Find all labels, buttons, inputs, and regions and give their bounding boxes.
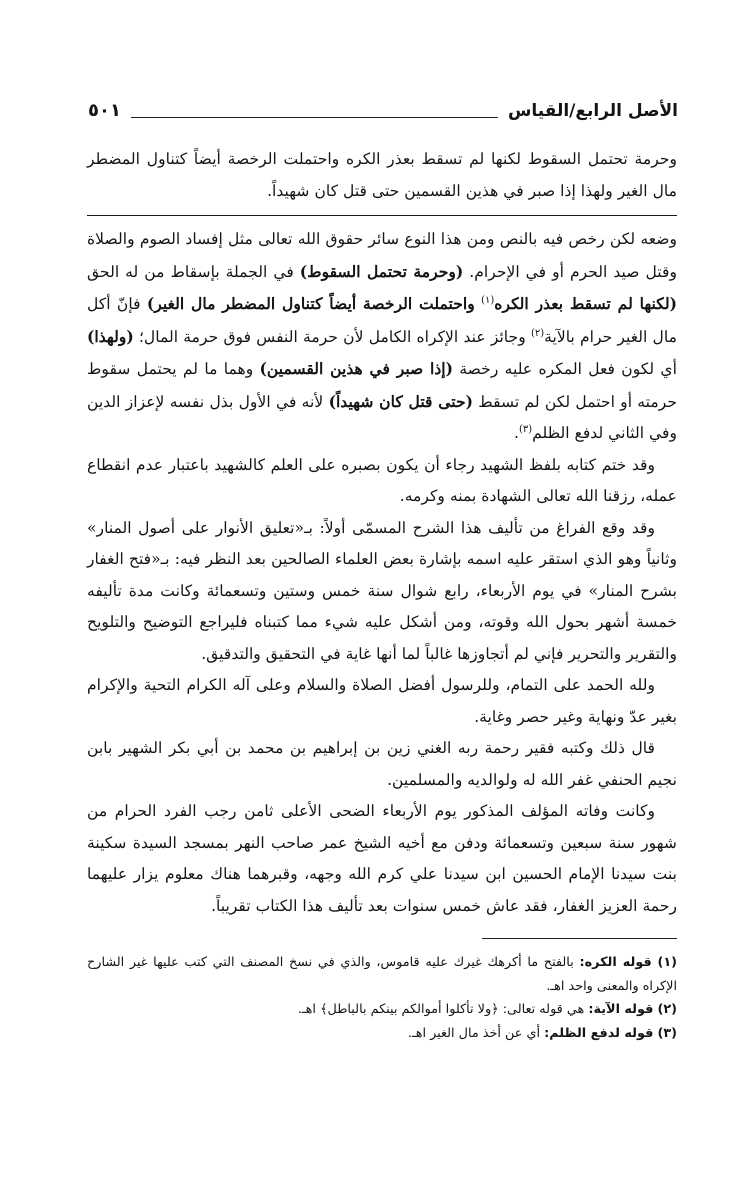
header-rule: [131, 117, 498, 118]
quoted-matn: (حتى قتل كان شهيداً): [328, 391, 473, 411]
footnote-body: هي قوله تعالى: ﴿ولا تأكلوا أموالكم بينكم بالباطل﴾ اهـ.: [297, 1002, 585, 1017]
quoted-matn: واحتملت الرخصة أيضاً كتناول المضطر مال الغير): [146, 294, 475, 313]
quoted-matn: (ولهذا): [87, 326, 134, 346]
commentary-paragraph-1: [87, 224, 677, 450]
commentary-text: أي لكون فعل المكره عليه رخصة: [459, 360, 677, 378]
footnote-3: [87, 1022, 677, 1046]
footnote-rule: [482, 938, 677, 939]
matn-text: وحرمة تحتمل السقوط لكنها لم تسقط بعذر الكره واحتملت الرخصة أيضاً كتناول المضطر مال الغير ولهذا إذا صبر في هذين القسمين حتى قتل كان شهيداً.: [87, 150, 677, 200]
commentary-text: فإنّ أكل مال الغير حرام بالآية: [87, 295, 677, 346]
quoted-matn: (لكنها لم تسقط بعذر الكره: [494, 294, 678, 313]
footnote-number: (٣): [657, 1025, 677, 1041]
footnote-body: أي عن أخذ مال الغير اهـ.: [407, 1025, 541, 1041]
footnote-heading: قوله الآية:: [588, 1002, 654, 1017]
quoted-matn: (وحرمة تحتمل السقوط): [299, 261, 464, 281]
footnote-heading: قوله الكره:: [579, 955, 652, 970]
commentary-paragraph-3: وقد وقع الفراغ من تأليف هذا الشرح المسمّى أولاً: بـ«تعليق الأنوار على أصول المنار» وثانياً وهو الذي استقر عليه اسمه بإشارة بعض العلماء الصالحين بعد النظر فيه: بـ«فتح الغفار بشرح المنار» في يوم الأربعاء، رابع شوال سنة خمس وستين وتسعمائة وكانت مدة تأليفه خمسة أشهر بحول الله وقوته، ومن أشكل عليه شيء مما كتبناه فليراجع التوضيح والتلويح والتقرير والتحرير فإني لم أتجاوزها غالباً لما أنها غاية في التحقيق والتدقيق.: [87, 518, 677, 663]
footnote-ref-3: (٣): [518, 423, 533, 435]
footnote-body: بالفتح ما أكرهك غيرك عليه قاموس، والذي في نسخ المصنف التي كتب عليها غير الشارح الإكراه والمعنى واحد اهـ.: [87, 955, 677, 994]
running-head: الأصل الرابع/القياس: [507, 101, 678, 121]
footnote-number: (٢): [657, 1002, 677, 1017]
footnote-ref-1: (١): [481, 294, 495, 306]
footnote-1: [87, 951, 677, 998]
commentary-text: وجائز عند الإكراه الكامل لأن حرمة النفس فوق حرمة المال؛: [138, 327, 526, 346]
commentary-paragraph-6: وكانت وفاته المؤلف المذكور يوم الأربعاء الضحى الأعلى ثامن رجب الفرد الحرام من شهور سنة سبعين وتسعمائة ودفن مع أخيه الشيخ عمر صاحب النهر بمسجد السيدة سكينة بنت سيدنا الإمام الحسين ابن سيدنا علي كرم الله وجهه، وقبرهما هناك معلوم يزار عليهما رحمة العزيز الغفار، فقد عاش خمس سنوات بعد تأليف هذا الكتاب تقريباً.: [87, 802, 677, 915]
page-number: ٥٠١: [88, 100, 121, 121]
footnote-2: [87, 998, 677, 1022]
quoted-matn: (إذا صبر في هذين القسمين): [259, 359, 454, 378]
commentary-text: وضعه لكن رخص فيه بالنص ومن هذا النوع سائر حقوق الله تعالى مثل إفساد الصوم والصلاة وقتل صيد الحرم أو في الإحرام.: [87, 230, 677, 281]
commentary-paragraph-5: قال ذلك وكتبه فقير رحمة ربه الغني زين بن إبراهيم بن محمد بن أبي بكر الشهير بابن نجيم الحنفي غفر الله له ولوالديه والمسلمين.: [87, 739, 677, 789]
matn-separator: [87, 215, 677, 216]
footnotes: [87, 951, 677, 1045]
footnote-heading: قوله لدفع الظلم:: [544, 1025, 654, 1041]
commentary-paragraph-2: وقد ختم كتابه بلفظ الشهيد رجاء أن يكون بصبره على العلم كالشهيد باعتبار عدم انقطاع عمله، رزقنا الله تعالى الشهادة بمنه وكرمه.: [87, 455, 677, 505]
commentary-text: في الجملة بإسقاط من له الحق: [87, 262, 294, 281]
commentary-text: .: [514, 424, 519, 442]
page-header: [88, 92, 678, 122]
commentary-text: لأنه في الأول بذل نفسه لإعزاز الدين وفي الثاني لدفع الظلم: [87, 392, 677, 442]
footnote-number: (١): [657, 955, 677, 970]
commentary-paragraph-4: ولله الحمد على التمام، وللرسول أفضل الصلاة والسلام وعلى آله الكرام التحية والإكرام بغير عدّ ونهاية وغير حصر وغاية.: [87, 676, 677, 726]
main-text: [87, 144, 677, 1045]
commentary-text: وهما ما لم يحتمل سقوط حرمته أو احتمل لكن لم تسقط: [87, 360, 677, 411]
footnote-ref-2: (٢): [530, 327, 545, 339]
